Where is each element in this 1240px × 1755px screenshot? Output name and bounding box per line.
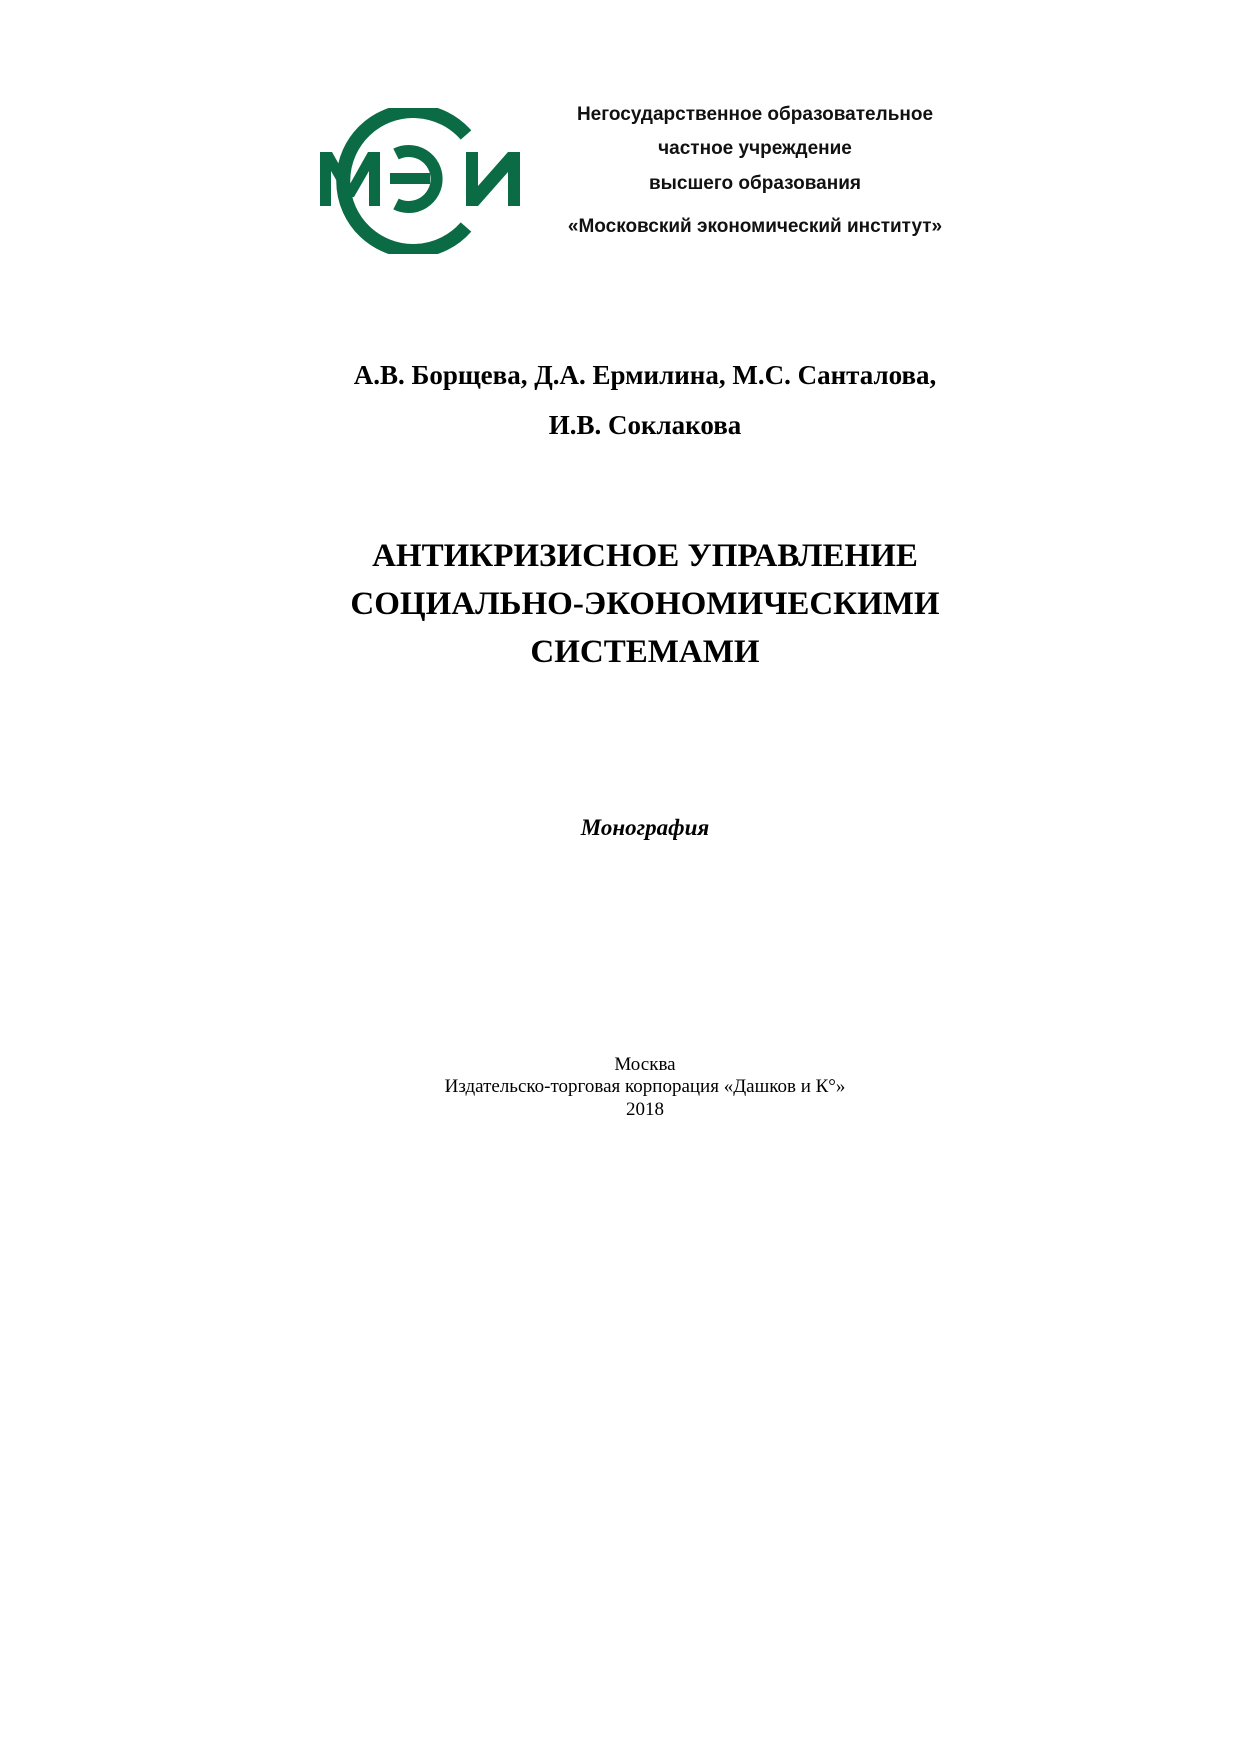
book-title-line-2: СОЦИАЛЬНО-ЭКОНОМИЧЕСКИМИ bbox=[350, 586, 940, 622]
imprint-city: Москва bbox=[614, 1054, 676, 1075]
book-title-line-1: АНТИКРИЗИСНОЕ УПРАВЛЕНИЕ bbox=[372, 538, 918, 574]
authors-line-2: И.В. Соклакова bbox=[548, 410, 742, 440]
logo-letter-e-bar bbox=[390, 173, 430, 184]
institution-line-3: высшего образования bbox=[649, 173, 861, 194]
book-title-line-3: СИСТЕМАМИ bbox=[530, 634, 760, 670]
institution-line-4: «Московский экономический институт» bbox=[567, 216, 943, 237]
book-genre: Монография bbox=[580, 815, 710, 840]
imprint-publisher: Издательско-торговая корпорация «Дашков и К°» bbox=[444, 1076, 846, 1097]
authors-line-1: А.В. Борщева, Д.А. Ермилина, М.С. Санталова, bbox=[353, 360, 937, 390]
institution-line-1: Негосударственное образовательное bbox=[576, 104, 934, 125]
mei-logo-icon bbox=[316, 108, 536, 254]
institution-line-2: частное учреждение bbox=[658, 138, 852, 159]
imprint-year: 2018 bbox=[626, 1099, 664, 1120]
logo-letter-i bbox=[466, 152, 520, 206]
